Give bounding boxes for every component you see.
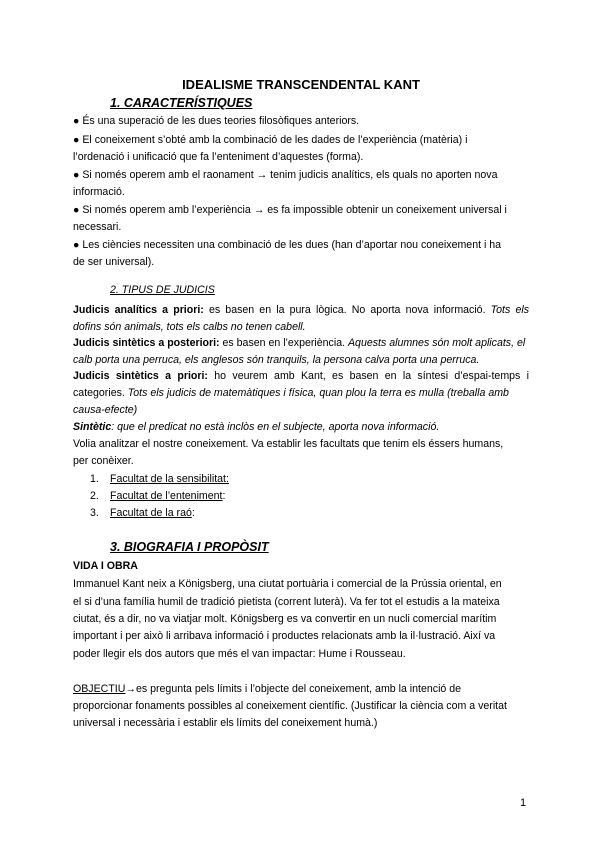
faculty-item	[110, 487, 225, 505]
bullet-line: ● És una superació de les dues teories filosòfiques anteriors.	[73, 115, 360, 127]
bullet-line: de ser universal).	[73, 256, 155, 268]
page-title: IDEALISME TRANSCENDENTAL KANT	[182, 77, 420, 92]
bio-line: el si d’una família humil de tradició pietista (corrent luterà). Va fer tot el estudis a la mateixa	[73, 596, 500, 608]
judgment-example: Aquests alumnes són molt aplicats, el	[347, 337, 526, 349]
objective-text: →es pregunta pels límits i l’objecte del coneixement, amb la intenció de	[125, 683, 462, 695]
judgment-example-line: calb porta una perruca, els anglesos són tranquils, la persona calva porta una perruca.	[73, 354, 480, 366]
bullet-line: l’ordenació i unificació que fa l’enteniment d’aquestes (forma).	[73, 151, 364, 163]
section-heading-characteristics: 1. CARACTERÍSTIQUES	[110, 96, 253, 110]
page-number: 1	[520, 797, 527, 809]
judgment-synthetic-priori-line	[73, 367, 529, 385]
faculty-number: 1.	[90, 473, 99, 485]
faculty-label: Facultat de l’enteniment	[110, 490, 223, 502]
subheading-life: VIDA I OBRA	[73, 560, 138, 572]
judgment-example: Tots els	[490, 304, 529, 316]
objective-label: OBJECTIU	[73, 683, 126, 695]
judgment-analytic-line	[73, 301, 529, 319]
faculty-number: 3.	[90, 507, 99, 519]
bullet-line: ● El coneixement s’obté amb la combinació de les dades de l’experiència (matèria) i	[73, 134, 468, 146]
faculty-label: Facultat de la sensibilitat:	[110, 473, 229, 485]
bio-line: Immanuel Kant neix a Königsberg, una ciutat portuària i comercial de la Prússia oriental, en	[73, 578, 502, 590]
synthetic-text: : que el predicat no està inclòs en el subjecte, aporta nova informació.	[111, 421, 440, 433]
bullet-line: informació.	[73, 186, 125, 198]
judgment-synthetic-posteriori-line	[73, 334, 529, 352]
judgment-text: es basen en la pura lògica. No aporta nova informació.	[203, 304, 491, 316]
faculty-number: 2.	[90, 490, 99, 502]
faculty-item	[110, 470, 229, 488]
judgment-text: ho veurem amb Kant, es basen en la síntesi d’espai-temps i	[207, 370, 530, 382]
judgment-example-line: causa-efecte)	[73, 404, 138, 416]
synthetic-definition-line	[73, 418, 529, 436]
objective-line: proporcionar fonaments possibles al coneixement científic. (Justificar la ciència com a veritat	[73, 700, 507, 712]
bio-line: ciutat, és a dir, no va viatjar molt. Königsberg es va convertir en un nucli comercial marítim	[73, 613, 497, 625]
judgment-label: Judicis sintètics a priori:	[73, 370, 208, 382]
bullet-line: ● Si només operem amb el raonament → tenim judicis analítics, els quals no aporten nova	[73, 169, 498, 181]
objective-line: universal i necessària i establir els límits del coneixement humà.)	[73, 717, 378, 729]
objective-line	[73, 680, 529, 698]
judgment-text: es basen en l’experiència.	[219, 337, 348, 349]
analysis-line: per conèixer.	[73, 455, 134, 467]
bio-line: poder llegir els dos autors que més el van impactar: Hume i Rousseau.	[73, 648, 406, 660]
judgment-label: Judicis analítics a priori:	[73, 304, 204, 316]
bullet-line: ● Si només operem amb l’experiència → es fa impossible obtenir un coneixement universal i	[73, 204, 507, 216]
judgment-text: categories.	[73, 387, 128, 399]
bullet-line: necessari.	[73, 221, 122, 233]
faculty-suffix: :	[191, 507, 195, 519]
bullet-line: ● Les ciències necessiten una combinació de les dues (han d’aportar nou coneixement i ha	[73, 239, 502, 251]
faculty-label: Facultat de la raó	[110, 507, 192, 519]
judgment-example-line: dofins són animals, tots els calbs no tenen cabell.	[73, 321, 306, 333]
judgment-text-line	[73, 384, 529, 402]
section-heading-judgments: 2. TIPUS DE JUDICIS	[110, 284, 215, 296]
section-heading-biography: 3. BIOGRAFIA I PROPÒSIT	[110, 540, 269, 554]
synthetic-label: Sintètic	[73, 421, 112, 433]
faculty-suffix: :	[222, 490, 226, 502]
bio-line: important i per això li arribava informació i productes relacionats amb la il·lustració. Així va	[73, 630, 496, 642]
faculty-item	[110, 504, 195, 522]
judgment-example: Tots els judicis de matemàtiques i física, quan plou la terra es mulla (treballa amb	[127, 387, 509, 399]
analysis-line: Volia analitzar el nostre coneixement. Va establir les facultats que tenim els éssers humans,	[73, 438, 504, 450]
judgment-label: Judicis sintètics a posteriori:	[73, 337, 220, 349]
